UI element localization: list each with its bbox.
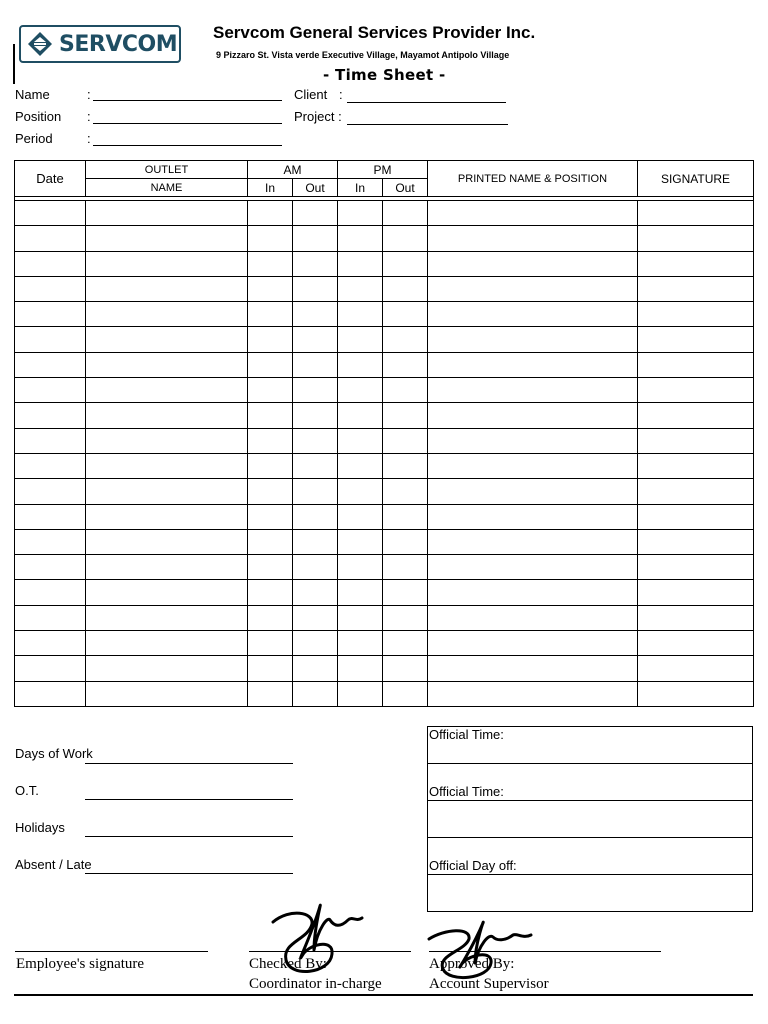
- pm-in-cell[interactable]: [338, 580, 383, 605]
- pm-in-cell[interactable]: [338, 681, 383, 706]
- date-cell[interactable]: [15, 681, 86, 706]
- pm-in-cell[interactable]: [338, 656, 383, 681]
- am-out-cell[interactable]: [293, 580, 338, 605]
- am-out-cell[interactable]: [293, 529, 338, 554]
- official-time-2-entry[interactable]: [427, 800, 753, 838]
- signature-cell[interactable]: [638, 504, 754, 529]
- printed-name-cell[interactable]: [428, 302, 638, 327]
- signature-cell[interactable]: [638, 656, 754, 681]
- pm-out-cell[interactable]: [383, 352, 428, 377]
- date-cell[interactable]: [15, 302, 86, 327]
- am-out-cell[interactable]: [293, 605, 338, 630]
- table-row: [15, 428, 754, 453]
- am-out-cell[interactable]: [293, 226, 338, 251]
- date-cell[interactable]: [15, 656, 86, 681]
- company-address: 9 Pizzaro St. Vista verde Executive Village, Mayamot Antipolo Village: [216, 50, 510, 60]
- header-am-in: In: [248, 179, 293, 197]
- pm-out-cell[interactable]: [383, 403, 428, 428]
- date-cell[interactable]: [15, 251, 86, 276]
- date-cell[interactable]: [15, 428, 86, 453]
- am-in-cell[interactable]: [248, 327, 293, 352]
- client-label: Client: [294, 87, 328, 102]
- employee-signature-label: Employee's signature: [16, 956, 145, 972]
- official-time-2-label: Official Time:: [429, 784, 504, 799]
- pm-in-cell[interactable]: [338, 453, 383, 478]
- pm-in-cell[interactable]: [338, 428, 383, 453]
- date-cell[interactable]: [15, 327, 86, 352]
- header-name: NAME: [86, 179, 248, 197]
- printed-name-cell[interactable]: [428, 504, 638, 529]
- am-in-cell[interactable]: [248, 226, 293, 251]
- printed-name-cell[interactable]: [428, 428, 638, 453]
- pm-out-cell[interactable]: [383, 504, 428, 529]
- pm-out-cell[interactable]: [383, 631, 428, 656]
- am-out-cell[interactable]: [293, 631, 338, 656]
- signature-cell[interactable]: [638, 479, 754, 504]
- official-day-off-entry[interactable]: [427, 874, 753, 912]
- servcom-logo-icon: [27, 31, 53, 57]
- header-pm-in: In: [338, 179, 383, 197]
- printed-name-cell[interactable]: [428, 580, 638, 605]
- table-row: [15, 631, 754, 656]
- signature-cell[interactable]: [638, 378, 754, 403]
- signature-cell[interactable]: [638, 681, 754, 706]
- ot-field[interactable]: [85, 799, 293, 800]
- am-out-cell[interactable]: [293, 327, 338, 352]
- am-out-cell[interactable]: [293, 555, 338, 580]
- am-out-cell[interactable]: [293, 428, 338, 453]
- sheet-title: - Time Sheet -: [323, 66, 446, 84]
- pm-out-cell[interactable]: [383, 276, 428, 301]
- bottom-rule: [14, 994, 753, 996]
- printed-name-cell[interactable]: [428, 276, 638, 301]
- logo-text: SERVCOM: [59, 31, 178, 57]
- margin-mark: [13, 44, 15, 84]
- pm-in-cell[interactable]: [338, 251, 383, 276]
- pm-in-cell[interactable]: [338, 378, 383, 403]
- am-out-cell[interactable]: [293, 302, 338, 327]
- outlet-name-cell[interactable]: [86, 631, 248, 656]
- printed-name-cell[interactable]: [428, 555, 638, 580]
- pm-in-cell[interactable]: [338, 201, 383, 226]
- outlet-name-cell[interactable]: [86, 479, 248, 504]
- header-pm: PM: [338, 161, 428, 179]
- timesheet-body: [15, 201, 754, 707]
- table-row: [15, 504, 754, 529]
- signature-cell[interactable]: [638, 580, 754, 605]
- date-cell[interactable]: [15, 276, 86, 301]
- am-in-cell[interactable]: [248, 479, 293, 504]
- pm-out-cell[interactable]: [383, 580, 428, 605]
- official-time-1-label: Official Time:: [429, 727, 504, 742]
- absent-late-field[interactable]: [85, 873, 293, 874]
- pm-out-cell[interactable]: [383, 226, 428, 251]
- employee-signature-line[interactable]: [15, 951, 208, 952]
- printed-name-cell[interactable]: [428, 631, 638, 656]
- table-row: [15, 251, 754, 276]
- outlet-name-cell[interactable]: [86, 276, 248, 301]
- pm-out-cell[interactable]: [383, 453, 428, 478]
- signature-cell[interactable]: [638, 327, 754, 352]
- signature-cell[interactable]: [638, 605, 754, 630]
- table-row: [15, 555, 754, 580]
- table-row: [15, 403, 754, 428]
- outlet-name-cell[interactable]: [86, 453, 248, 478]
- am-out-cell[interactable]: [293, 352, 338, 377]
- pm-in-cell[interactable]: [338, 403, 383, 428]
- table-row: [15, 453, 754, 478]
- holidays-field[interactable]: [85, 836, 293, 837]
- outlet-name-cell[interactable]: [86, 201, 248, 226]
- name-label: Name: [15, 87, 50, 102]
- approved-by-label: Approved By:: [429, 956, 515, 972]
- pm-out-cell[interactable]: [383, 656, 428, 681]
- signature-cell[interactable]: [638, 226, 754, 251]
- table-row: [15, 378, 754, 403]
- outlet-name-cell[interactable]: [86, 605, 248, 630]
- pm-out-cell[interactable]: [383, 378, 428, 403]
- name-colon: :: [87, 87, 91, 102]
- outlet-name-cell[interactable]: [86, 403, 248, 428]
- table-row: [15, 529, 754, 554]
- am-out-cell[interactable]: [293, 378, 338, 403]
- pm-out-cell[interactable]: [383, 555, 428, 580]
- table-row: [15, 276, 754, 301]
- date-cell[interactable]: [15, 453, 86, 478]
- position-field[interactable]: [93, 123, 282, 124]
- signature-cell[interactable]: [638, 403, 754, 428]
- date-cell[interactable]: [15, 504, 86, 529]
- am-out-cell[interactable]: [293, 276, 338, 301]
- am-out-cell[interactable]: [293, 656, 338, 681]
- name-field[interactable]: [93, 100, 282, 101]
- outlet-name-cell[interactable]: [86, 226, 248, 251]
- pm-in-cell[interactable]: [338, 504, 383, 529]
- am-out-cell[interactable]: [293, 403, 338, 428]
- pm-out-cell[interactable]: [383, 479, 428, 504]
- date-cell[interactable]: [15, 605, 86, 630]
- pm-in-cell[interactable]: [338, 327, 383, 352]
- header-signature: SIGNATURE: [638, 161, 754, 197]
- outlet-name-cell[interactable]: [86, 302, 248, 327]
- table-row: [15, 580, 754, 605]
- outlet-name-cell[interactable]: [86, 428, 248, 453]
- signature-cell[interactable]: [638, 529, 754, 554]
- printed-name-cell[interactable]: [428, 479, 638, 504]
- checked-by-label: Checked By:: [249, 956, 327, 972]
- holidays-label: Holidays: [15, 820, 65, 835]
- printed-name-cell[interactable]: [428, 529, 638, 554]
- signature-cell[interactable]: [638, 428, 754, 453]
- pm-out-cell[interactable]: [383, 529, 428, 554]
- table-row: [15, 302, 754, 327]
- date-cell[interactable]: [15, 201, 86, 226]
- pm-in-cell[interactable]: [338, 479, 383, 504]
- am-out-cell[interactable]: [293, 201, 338, 226]
- position-label: Position: [15, 109, 62, 124]
- printed-name-cell[interactable]: [428, 327, 638, 352]
- pm-in-cell[interactable]: [338, 352, 383, 377]
- am-in-cell[interactable]: [248, 504, 293, 529]
- days-of-work-label: Days of Work: [15, 746, 93, 761]
- signature-cell[interactable]: [638, 276, 754, 301]
- account-supervisor-label: Account Supervisor: [429, 976, 549, 992]
- checked-by-signature-line[interactable]: [249, 951, 411, 952]
- pm-in-cell[interactable]: [338, 605, 383, 630]
- printed-name-cell[interactable]: [428, 201, 638, 226]
- printed-name-cell[interactable]: [428, 453, 638, 478]
- client-colon: :: [339, 87, 343, 102]
- am-in-cell[interactable]: [248, 605, 293, 630]
- company-logo: [19, 25, 181, 63]
- outlet-name-cell[interactable]: [86, 580, 248, 605]
- printed-name-cell[interactable]: [428, 605, 638, 630]
- pm-in-cell[interactable]: [338, 302, 383, 327]
- date-cell[interactable]: [15, 403, 86, 428]
- am-in-cell[interactable]: [248, 580, 293, 605]
- outlet-name-cell[interactable]: [86, 327, 248, 352]
- pm-out-cell[interactable]: [383, 428, 428, 453]
- am-in-cell[interactable]: [248, 276, 293, 301]
- date-cell[interactable]: [15, 555, 86, 580]
- am-in-cell[interactable]: [248, 656, 293, 681]
- table-row: [15, 605, 754, 630]
- date-cell[interactable]: [15, 352, 86, 377]
- header-outlet: OUTLET: [86, 161, 248, 179]
- pm-in-cell[interactable]: [338, 226, 383, 251]
- pm-out-cell[interactable]: [383, 605, 428, 630]
- signature-cell[interactable]: [638, 555, 754, 580]
- printed-name-cell[interactable]: [428, 352, 638, 377]
- official-day-off-box[interactable]: [427, 837, 753, 875]
- am-in-cell[interactable]: [248, 631, 293, 656]
- printed-name-cell[interactable]: [428, 251, 638, 276]
- date-cell[interactable]: [15, 529, 86, 554]
- pm-in-cell[interactable]: [338, 529, 383, 554]
- pm-in-cell[interactable]: [338, 276, 383, 301]
- pm-out-cell[interactable]: [383, 251, 428, 276]
- table-row: [15, 327, 754, 352]
- signature-cell[interactable]: [638, 302, 754, 327]
- table-row: [15, 226, 754, 251]
- outlet-name-cell[interactable]: [86, 504, 248, 529]
- pm-out-cell[interactable]: [383, 302, 428, 327]
- outlet-name-cell[interactable]: [86, 352, 248, 377]
- supervisor-signature-icon: [425, 915, 535, 985]
- am-in-cell[interactable]: [248, 201, 293, 226]
- am-in-cell[interactable]: [248, 403, 293, 428]
- date-cell[interactable]: [15, 479, 86, 504]
- table-row: [15, 479, 754, 504]
- table-row: [15, 681, 754, 706]
- period-colon: :: [87, 131, 91, 146]
- am-in-cell[interactable]: [248, 428, 293, 453]
- pm-out-cell[interactable]: [383, 681, 428, 706]
- printed-name-cell[interactable]: [428, 656, 638, 681]
- table-row: [15, 352, 754, 377]
- date-cell[interactable]: [15, 631, 86, 656]
- client-field[interactable]: [347, 102, 506, 103]
- am-in-cell[interactable]: [248, 302, 293, 327]
- header-pm-out: Out: [383, 179, 428, 197]
- outlet-name-cell[interactable]: [86, 656, 248, 681]
- date-cell[interactable]: [15, 580, 86, 605]
- outlet-name-cell[interactable]: [86, 251, 248, 276]
- absent-late-label: Absent / Late: [15, 857, 92, 872]
- signature-cell[interactable]: [638, 201, 754, 226]
- pm-in-cell[interactable]: [338, 631, 383, 656]
- days-of-work-field[interactable]: [85, 763, 293, 764]
- position-colon: :: [87, 109, 91, 124]
- pm-out-cell[interactable]: [383, 201, 428, 226]
- printed-name-cell[interactable]: [428, 378, 638, 403]
- printed-name-cell[interactable]: [428, 403, 638, 428]
- printed-name-cell[interactable]: [428, 226, 638, 251]
- am-in-cell[interactable]: [248, 352, 293, 377]
- project-field[interactable]: [347, 124, 508, 125]
- am-in-cell[interactable]: [248, 251, 293, 276]
- signature-cell[interactable]: [638, 352, 754, 377]
- date-cell[interactable]: [15, 226, 86, 251]
- am-in-cell[interactable]: [248, 555, 293, 580]
- outlet-name-cell[interactable]: [86, 555, 248, 580]
- company-name: Servcom General Services Provider Inc.: [213, 23, 536, 42]
- outlet-name-cell[interactable]: [86, 529, 248, 554]
- am-in-cell[interactable]: [248, 453, 293, 478]
- pm-in-cell[interactable]: [338, 555, 383, 580]
- table-row: [15, 201, 754, 226]
- am-out-cell[interactable]: [293, 453, 338, 478]
- signature-cell[interactable]: [638, 251, 754, 276]
- coordinator-label: Coordinator in-charge: [249, 976, 382, 992]
- date-cell[interactable]: [15, 378, 86, 403]
- am-in-cell[interactable]: [248, 378, 293, 403]
- am-out-cell[interactable]: [293, 681, 338, 706]
- approved-by-signature-line[interactable]: [429, 951, 661, 952]
- printed-name-cell[interactable]: [428, 681, 638, 706]
- signature-cell[interactable]: [638, 453, 754, 478]
- official-day-off-label: Official Day off:: [429, 858, 517, 873]
- timesheet-table: [14, 160, 754, 707]
- am-in-cell[interactable]: [248, 681, 293, 706]
- am-out-cell[interactable]: [293, 251, 338, 276]
- am-out-cell[interactable]: [293, 479, 338, 504]
- period-field[interactable]: [93, 145, 282, 146]
- ot-label: O.T.: [15, 783, 39, 798]
- am-in-cell[interactable]: [248, 529, 293, 554]
- header-printed-name: PRINTED NAME & POSITION: [428, 161, 638, 197]
- signature-cell[interactable]: [638, 631, 754, 656]
- period-label: Period: [15, 131, 53, 146]
- header-am: AM: [248, 161, 338, 179]
- pm-out-cell[interactable]: [383, 327, 428, 352]
- header-date: Date: [15, 161, 86, 197]
- official-time-2-box[interactable]: [427, 763, 753, 801]
- am-out-cell[interactable]: [293, 504, 338, 529]
- official-time-1-box[interactable]: [427, 726, 753, 764]
- outlet-name-cell[interactable]: [86, 378, 248, 403]
- header-am-out: Out: [293, 179, 338, 197]
- project-label: Project :: [294, 109, 342, 124]
- table-row: [15, 656, 754, 681]
- outlet-name-cell[interactable]: [86, 681, 248, 706]
